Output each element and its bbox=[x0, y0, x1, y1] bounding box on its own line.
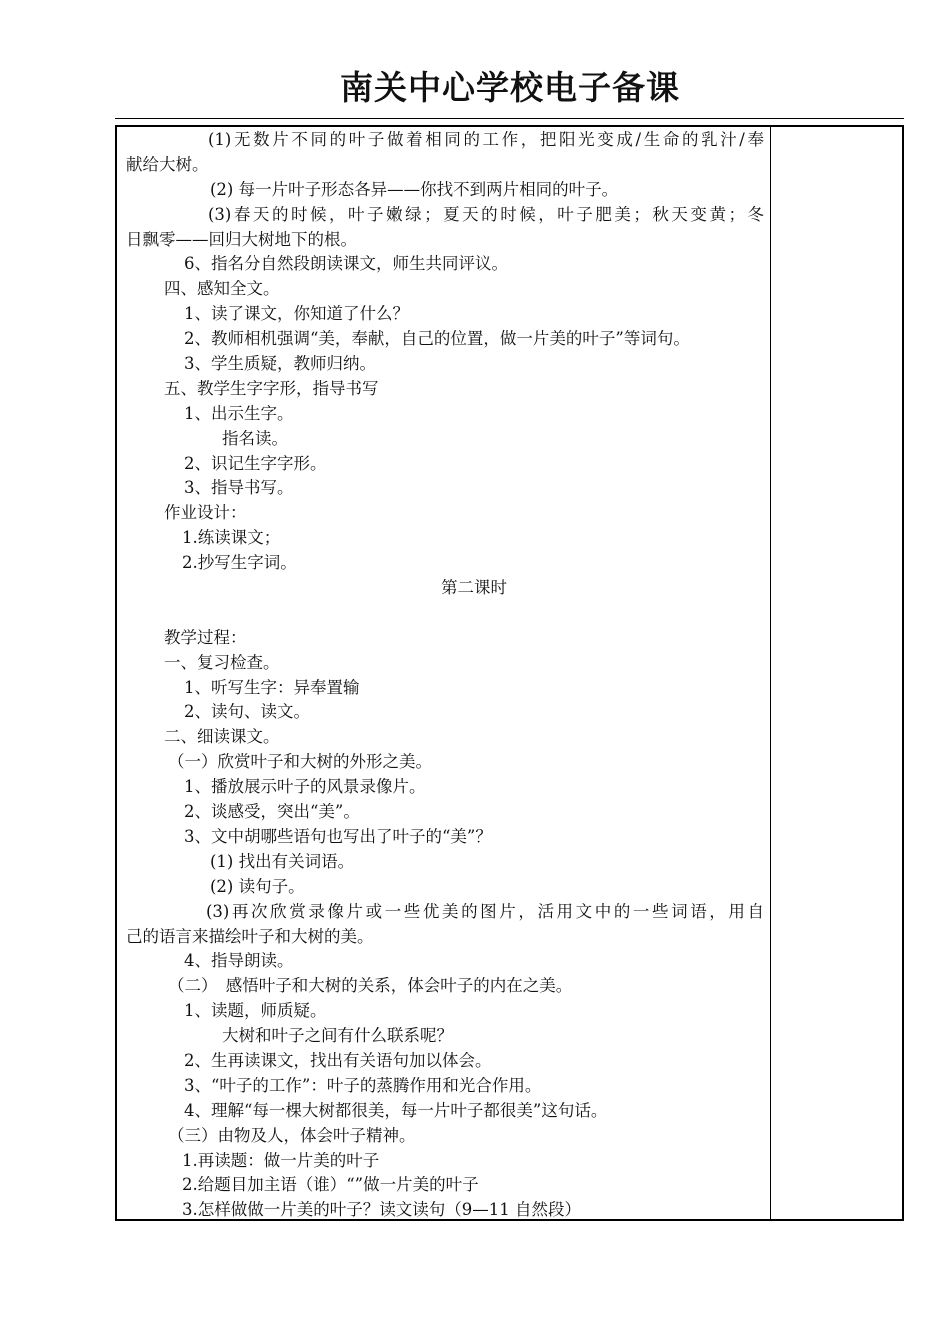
text-line: 1.练读课文； bbox=[182, 528, 281, 548]
page-title: 南关中心学校电子备课 bbox=[340, 68, 680, 107]
text-line: 1、听写生字：异奉置输 bbox=[184, 677, 360, 697]
section-heading: 五、教学生字字形，指导书写 bbox=[164, 378, 379, 398]
text-line: 1、读题，师质疑。 bbox=[184, 1001, 327, 1021]
text-line: 3、文中胡哪些语句也写出了叶子的“美”？ bbox=[184, 826, 492, 846]
text-line: 3、学生质疑，教师归纳。 bbox=[184, 354, 376, 374]
text-line: (2) 每一片叶子形态各异——你找不到两片相同的叶子。 bbox=[210, 179, 619, 199]
text-line: (1) 找出有关词语。 bbox=[210, 851, 355, 871]
text-line: 2、谈感受，突出“美”。 bbox=[184, 802, 360, 822]
text-line: 2、识记生字字形。 bbox=[184, 453, 327, 473]
text-line: 2.抄写生字词。 bbox=[182, 553, 297, 573]
text-line: 4、理解“每一棵大树都很美，每一片叶子都很美”这句话。 bbox=[184, 1100, 608, 1120]
text-line: 4、指导朗读。 bbox=[184, 951, 294, 971]
text-line: 3.怎样做做一片美的叶子？读文读句（9—11 自然段） bbox=[182, 1200, 581, 1220]
text-line: 2.给题目加主语（谁）“”做一片美的叶子 bbox=[182, 1175, 479, 1195]
blank-line bbox=[126, 601, 764, 626]
text-line: 6、指名分自然段朗读课文，师生共同评议。 bbox=[184, 254, 508, 274]
section-heading: 作业设计： bbox=[164, 503, 247, 523]
subsection-heading: （一）欣赏叶子和大树的外形之美。 bbox=[168, 752, 432, 772]
section-heading: 教学过程： bbox=[164, 627, 247, 647]
text-line: (3)春天的时候，叶子嫩绿；夏天的时候，叶子肥美；秋天变黄；冬 bbox=[208, 204, 764, 224]
text-line: 2、教师相机强调“美，奉献，自己的位置，做一片美的叶子”等词句。 bbox=[184, 329, 690, 349]
text-line: 指名读。 bbox=[222, 428, 288, 448]
text-line: 1、出示生字。 bbox=[184, 403, 294, 423]
text-line: 3、指导书写。 bbox=[184, 478, 294, 498]
header-rule bbox=[115, 118, 904, 119]
text-line: 献给大树。 bbox=[126, 154, 209, 174]
column-divider bbox=[770, 125, 771, 1221]
text-line: 2、读句、读文。 bbox=[184, 702, 310, 722]
text-line: 1、读了课文，你知道了什么？ bbox=[184, 304, 409, 324]
lesson-period-heading: 第二课时 bbox=[441, 578, 507, 598]
subsection-heading: （三）由物及人，体会叶子精神。 bbox=[168, 1125, 416, 1145]
text-line: 3、“叶子的工作”：叶子的蒸腾作用和光合作用。 bbox=[184, 1075, 542, 1095]
section-heading: 二、细读课文。 bbox=[164, 727, 280, 747]
text-line: (1)无数片不同的叶子做着相同的工作，把阳光变成/生命的乳汁/奉 bbox=[208, 130, 764, 149]
text-line: 1.再读题：做一片美的叶子 bbox=[182, 1150, 380, 1170]
lesson-content bbox=[126, 128, 764, 1223]
subsection-heading: （二） 感悟叶子和大树的关系，体会叶子的内在之美。 bbox=[168, 976, 573, 996]
section-heading: 一、复习检查。 bbox=[164, 652, 280, 672]
text-line: 大树和叶子之间有什么联系呢？ bbox=[222, 1026, 453, 1046]
section-heading: 四、感知全文。 bbox=[164, 279, 280, 299]
text-line: 1、播放展示叶子的风景录像片。 bbox=[184, 777, 426, 797]
text-line: 日飘零——回归大树地下的根。 bbox=[126, 229, 357, 249]
text-line: (2) 读句子。 bbox=[210, 876, 305, 896]
text-line: 2、生再读课文，找出有关语句加以体会。 bbox=[184, 1050, 492, 1070]
text-line: (3)再次欣赏录像片或一些优美的图片，活用文中的一些词语，用自 bbox=[206, 901, 764, 921]
text-line: 己的语言来描绘叶子和大树的美。 bbox=[126, 926, 374, 946]
